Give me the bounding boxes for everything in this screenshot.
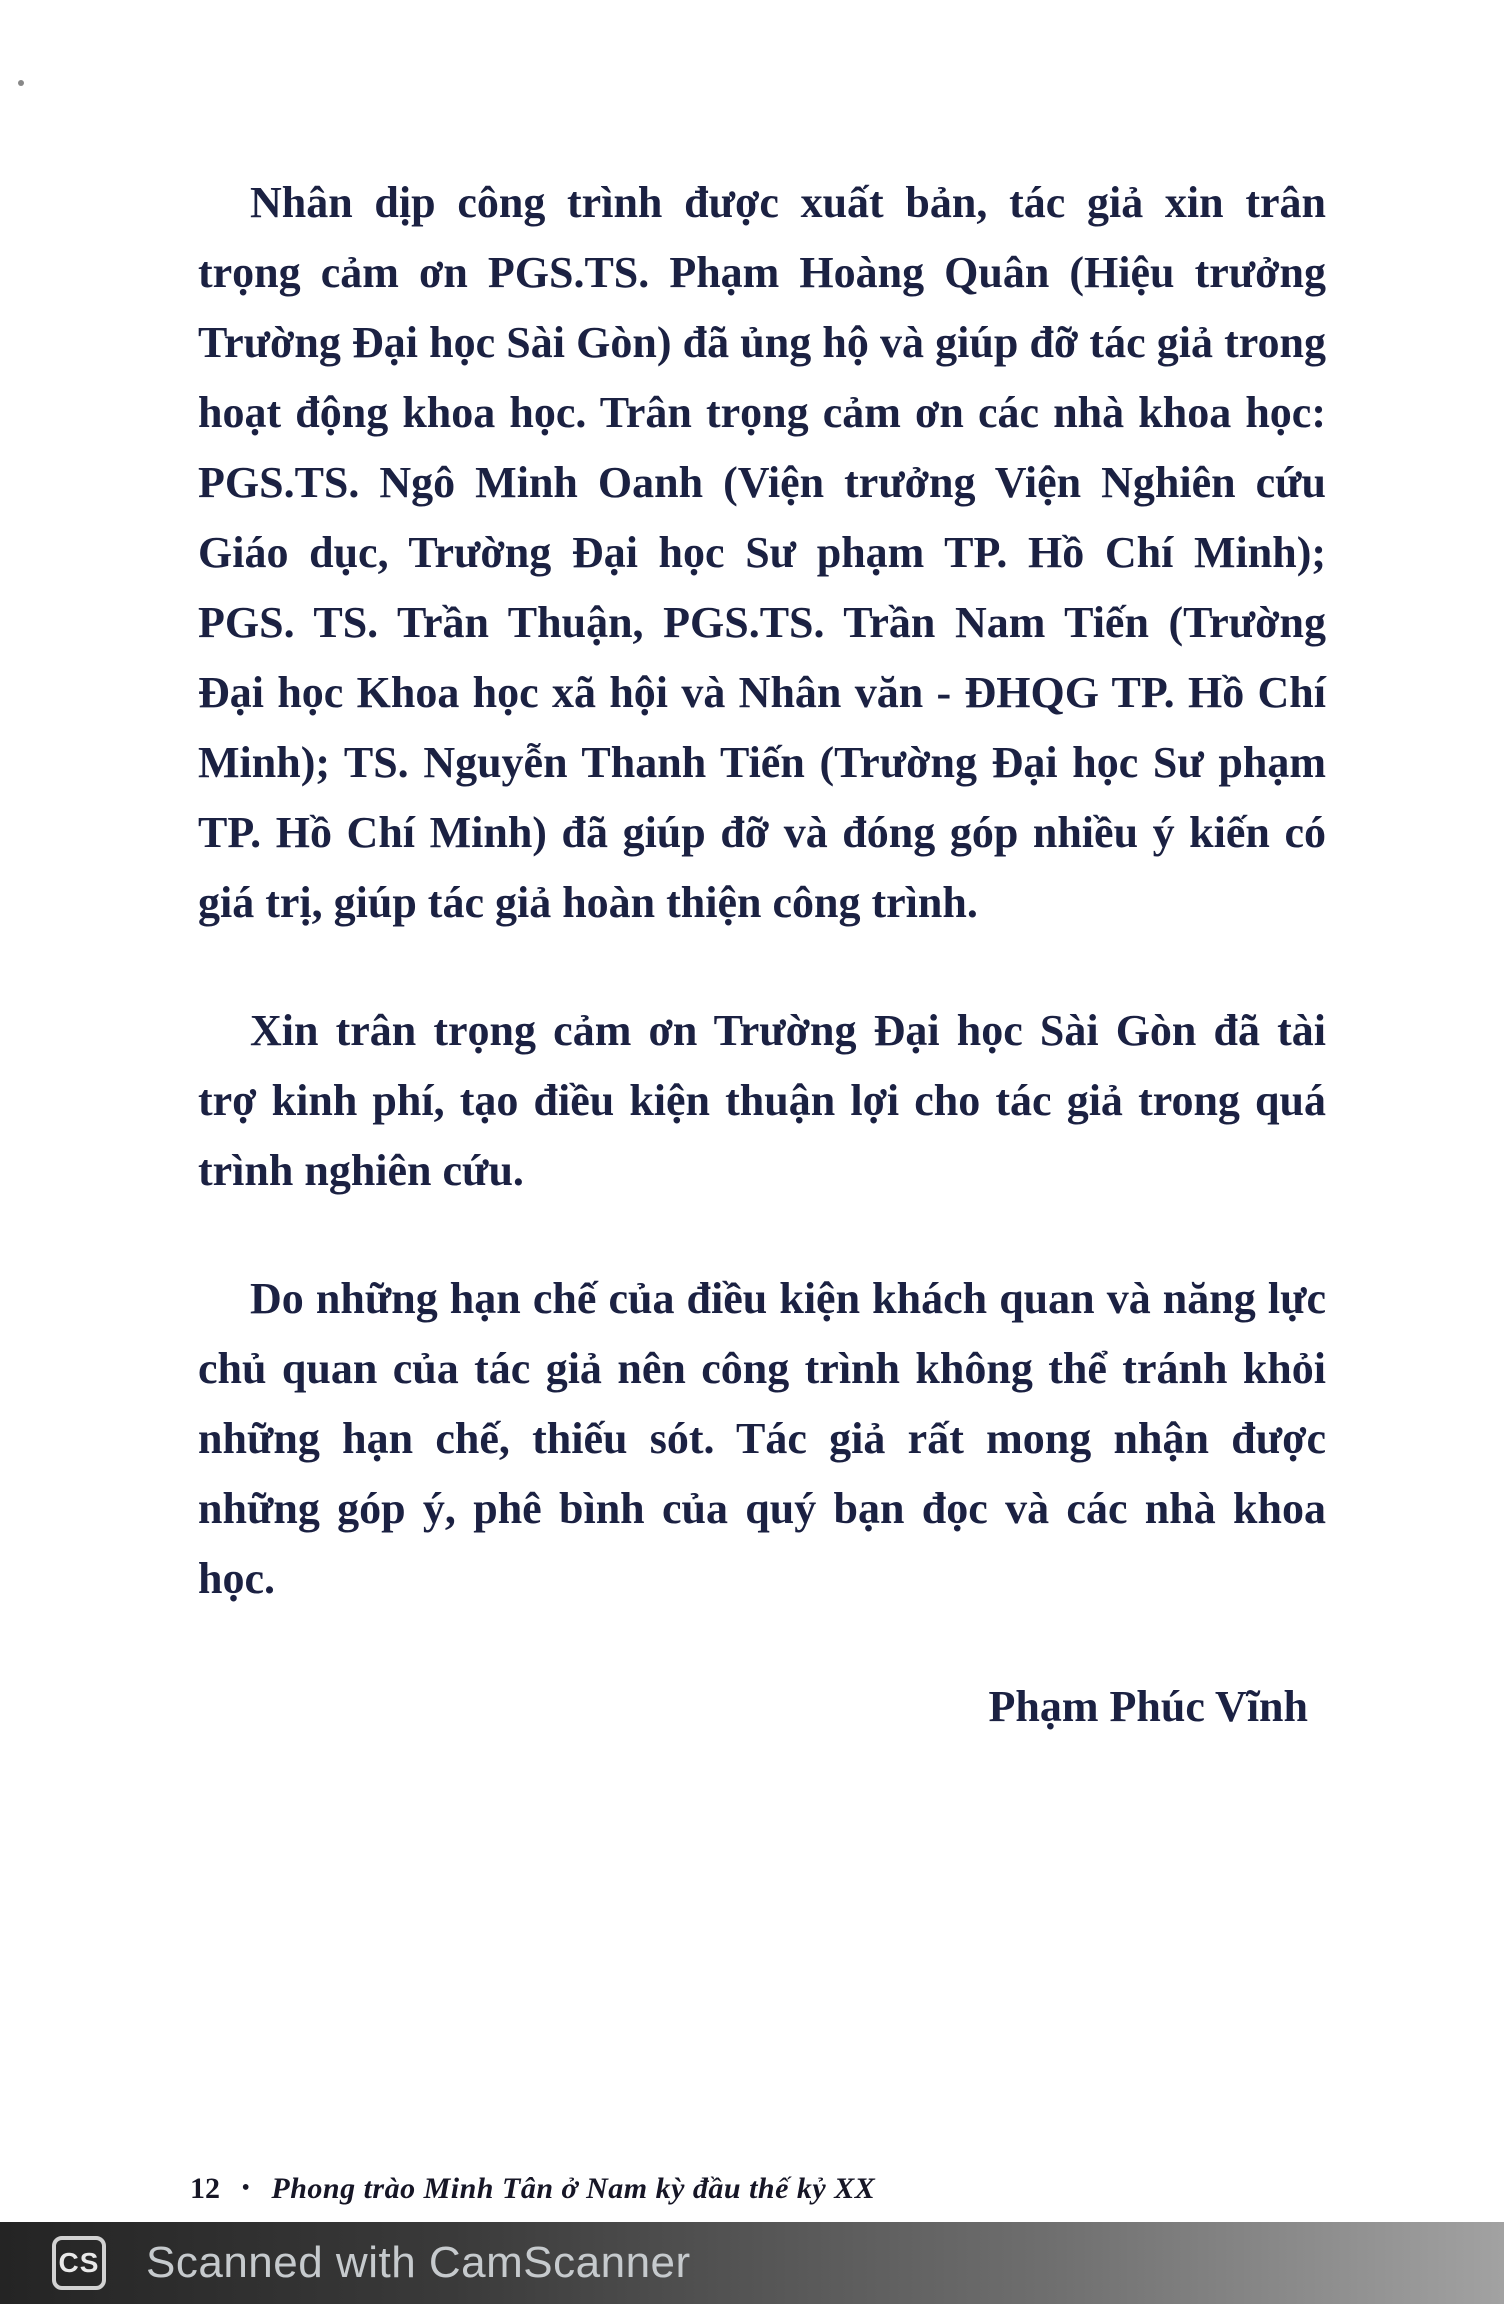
paragraph-limitations: Do những hạn chế của điều kiện khách quan và năng lực chủ quan của tác giả nên công trình không thể tránh khỏi những hạn chế, thiếu sót. Tác giả rất mong nhận được những góp ý, phê bình của quý bạn đọc và các nhà khoa học. [198, 1274, 1326, 1603]
text-block [198, 168, 1326, 1742]
author-signature: Phạm Phúc Vĩnh [988, 1682, 1308, 1731]
scan-artifact-dot [18, 80, 24, 86]
paragraph-funding-thanks: Xin trân trọng cảm ơn Trường Đại học Sài Gòn đã tài trợ kinh phí, tạo điều kiện thuận lợi cho tác giả trong quá trình nghiên cứu. [198, 1006, 1326, 1195]
camscanner-logo-text: CS [58, 2247, 100, 2278]
book-title: Phong trào Minh Tân ở Nam kỳ đầu thế kỷ XX [271, 2172, 876, 2205]
page-number: 12 [190, 2172, 220, 2205]
page-footer [190, 2172, 1320, 2206]
paragraph-acknowledgements: Nhân dịp công trình được xuất bản, tác giả xin trân trọng cảm ơn PGS.TS. Phạm Hoàng Quân (Hiệu trưởng Trường Đại học Sài Gòn) đã ủng hộ và giúp đỡ tác giả trong hoạt động khoa học. Trân trọng cảm ơn các nhà khoa học: PGS.TS. Ngô Minh Oanh (Viện trưởng Viện Nghiên cứu Giáo dục, Trường Đại học Sư phạm TP. Hồ Chí Minh); PGS. TS. Trần Thuận, PGS.TS. Trần Nam Tiến (Trường Đại học Khoa học xã hội và Nhân văn - ĐHQG TP. Hồ Chí Minh); TS. Nguyễn Thanh Tiến (Trường Đại học Sư phạm TP. Hồ Chí Minh) đã giúp đỡ và đóng góp nhiều ý kiến có giá trị, giúp tác giả hoàn thiện công trình. [198, 178, 1326, 927]
footer-bullet-icon: • [241, 2175, 250, 2201]
camscanner-logo-icon [52, 2236, 106, 2290]
camscanner-label: Scanned with CamScanner [146, 2238, 691, 2287]
camscanner-watermark-bar [0, 2222, 1504, 2304]
